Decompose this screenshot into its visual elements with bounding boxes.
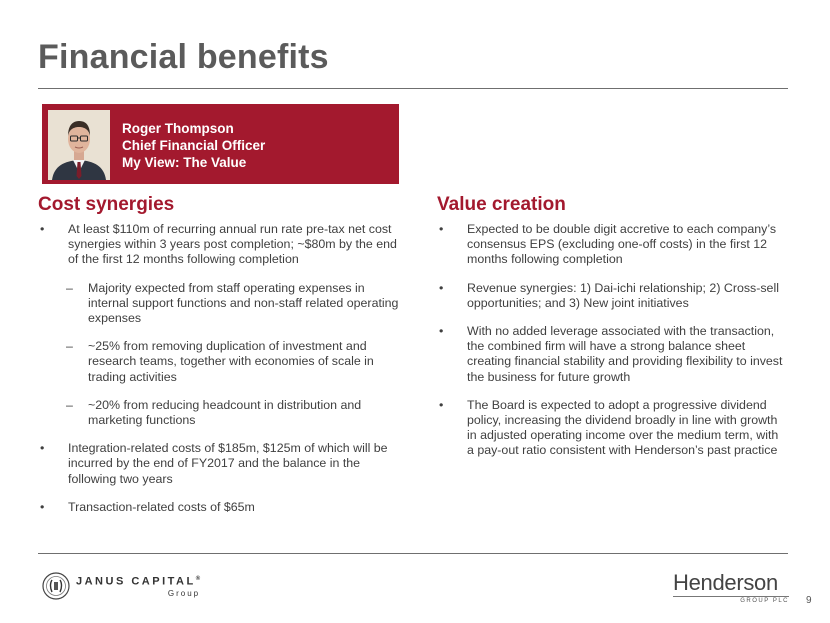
henderson-wordmark: Henderson	[673, 570, 778, 595]
janus-subtext: Group	[167, 589, 201, 599]
list-item: – ~25% from removing duplication of investment and research teams, together with economies of scale in trading activities	[38, 339, 403, 385]
value-creation-heading: Value creation	[437, 194, 566, 215]
footer-divider	[38, 553, 788, 554]
list-item: • Transaction-related costs of $65m	[38, 500, 403, 515]
speaker-banner	[42, 104, 399, 184]
list-item: • Revenue synergies: 1) Dai-ichi relationship; 2) Cross-sell opportunities; and 3) New joint initiatives	[437, 281, 787, 311]
janus-wordmark: JANUS CAPITAL	[76, 575, 196, 588]
title-divider	[38, 88, 788, 89]
speaker-name: Roger Thompson	[122, 121, 234, 136]
list-item: • The Board is expected to adopt a progressive dividend policy, increasing the dividend broadly in line with growth in adjusted operating income over the medium term, with a pay-out ratio consistent with Henderson’s past practice	[437, 398, 787, 459]
speaker-tagline: My View: The Value	[122, 155, 247, 170]
janus-text	[70, 574, 200, 599]
list-item: • At least $110m of recurring annual run rate pre-tax net cost synergies within 3 years post completion; ~$80m by the end of the first 12 months following completion	[38, 222, 403, 268]
cost-synergies-heading: Cost synergies	[38, 194, 175, 215]
henderson-subtext: GROUP PLC	[740, 598, 789, 604]
slide-title: Financial benefits	[38, 38, 329, 76]
list-item: • Expected to be double digit accretive to each company’s consensus EPS (excluding one-off costs) in the first 12 months following completion	[437, 222, 787, 268]
list-item: – ~20% from reducing headcount in distribution and marketing functions	[38, 398, 403, 428]
cost-synergies-list	[38, 222, 403, 528]
speaker-info	[122, 120, 265, 171]
page-number: 9	[806, 595, 812, 606]
henderson-rule	[673, 596, 789, 597]
speaker-role: Chief Financial Officer	[122, 138, 266, 153]
janus-logo	[42, 572, 200, 600]
list-item: • With no added leverage associated with the transaction, the combined firm will have a strong balance sheet creating financial stability and providing flexibility to invest the business for future growth	[437, 324, 787, 385]
value-creation-list	[437, 222, 787, 472]
janus-emblem-icon	[42, 572, 70, 600]
henderson-logo	[673, 572, 789, 604]
speaker-photo	[48, 110, 110, 180]
janus-registered-mark: ®	[195, 575, 201, 582]
list-item: • Integration-related costs of $185m, $125m of which will be incurred by the end of FY2017 and the balance in the following two years	[38, 441, 403, 487]
list-item: – Majority expected from staff operating expenses in internal support functions and non-staff related operating expenses	[38, 281, 403, 327]
